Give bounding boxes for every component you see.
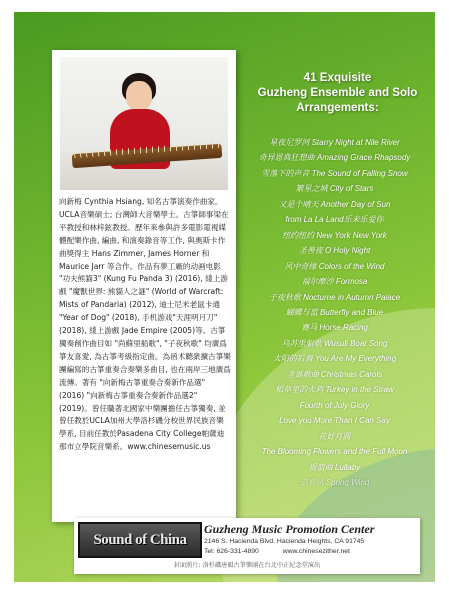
song-item: Love you More Than I Can Say	[279, 416, 390, 426]
song-item: 赛马 Horse Racing	[301, 323, 368, 333]
song-item: 又是个晴天 Another Day of Sun	[278, 199, 391, 209]
song-list	[234, 135, 435, 490]
song-item: 蝴蝶与蓝 Butterfly and Blue	[285, 307, 384, 317]
song-item: 圣善夜 O Holy Night	[298, 246, 371, 256]
website-link[interactable]: www.chinesezither.net	[282, 548, 350, 555]
biography-card	[52, 50, 236, 522]
song-item: 子夜秋歌 Nocturne in Autumn Palace	[268, 292, 401, 302]
telephone: Tel: 626-331-4890	[204, 548, 259, 555]
photo-credit: 封面照片: 洛杉磯唐韻古箏樂團在台北中正紀念堂演出	[173, 562, 321, 569]
song-item: 风中奇缘 Colors of the Wind	[284, 261, 385, 271]
portrait-face	[126, 81, 152, 111]
song-item: 繁星之城 City of Stars	[295, 184, 374, 194]
song-list-heading: 41 Exquisite Guzheng Ensemble and Solo Arrangements:	[257, 71, 418, 114]
song-item: 太阳的后裔 You Are My Everything	[272, 354, 397, 364]
song-item: 福尔摩沙 Formosa	[301, 277, 368, 287]
song-item: 稻草里的火鸡 Turkey in the Straw	[275, 385, 394, 395]
song-item: 雪落下的声音 The Sound of Falling Snow	[261, 168, 408, 178]
contact-line	[204, 548, 418, 555]
song-item: 圣诞歌曲 Christmas Carols	[286, 369, 383, 379]
song-item: 摇篮曲 Lullaby	[308, 462, 361, 472]
song-item: 望春风 Spring Wind	[299, 477, 370, 487]
song-item: 纽约纽约 New York New York	[282, 230, 387, 240]
poster-page	[14, 12, 435, 582]
song-item: 乌苏里船歌 Wusuli Boat Song	[281, 338, 388, 348]
song-item: Fourth of July Glory	[299, 400, 370, 410]
footer-banner	[74, 518, 420, 574]
biography-text: 向新梅 Cynthia Hsiang, 知名古箏演奏作曲家。UCLA音樂碩士; 台灣師大音樂學士。古箏師事梁在平教授和林梓鉉教授。歷年來參與許多電影電視媒體配樂作曲, 編曲, 和演奏錄音等工作, 與奧斯卡作曲獎得主 Hans Zimmer, James Horner 和 Maurice Jarr 等合作。作品有夢工廠的动画电影 "功夫熊貓3" (Kung Fu Panda 3) (2016), 綫上游戲 "魔獸世界: 熊貓人之謎" (World of Warcraft: Mists of Pandaria) (2012), 迪士尼米老鼠卡通 "Year of Dog" (2018), 手机游戏"天涯明月刀" (2018), 綫上游戲 Jade Empire (2005)等。古箏獨奏創作曲目如 "尚蘇里船歌", "子夜秋歌" 均廣爲箏友喜愛, 為古箏考級指定曲。為函术聽衆擴古箏樂團編寫的古箏重奏合奏樂多曲目, 也在兩岸三地廣爲流傳。著有 "向新梅古箏重奏合奏新作品選" (2016) "向新梅古箏重奏合奏新作品選2" (2019)。曾任職著北國家中樂團擔任古箏獨奏, 並曾任教於UCLA加州大學洛杉磯分校世界民族音樂學系, 目前任教於Pasadena City College帕薩迪那市立學院音樂系。www.chinesemusic.us	[59, 197, 231, 452]
center-address: 2146 S. Hacienda Blvd. Hacienda Heights, CA 91745	[204, 538, 365, 545]
center-name: Guzheng Music Promotion Center	[204, 522, 375, 536]
song-item: from La La Land乐来乐爱你	[285, 215, 384, 225]
song-item: The Blooming Flowers and the Full Moon	[261, 447, 408, 457]
song-item: 花好月圆	[318, 431, 351, 441]
portrait-photo	[60, 57, 228, 190]
sound-of-china-logo: Sound of China	[78, 522, 202, 558]
song-item: 星夜尼罗河 Starry Night at Nile River	[269, 138, 400, 147]
song-item: 奇异恩典狂想曲 Amazing Grace Rhapsody	[258, 153, 411, 163]
